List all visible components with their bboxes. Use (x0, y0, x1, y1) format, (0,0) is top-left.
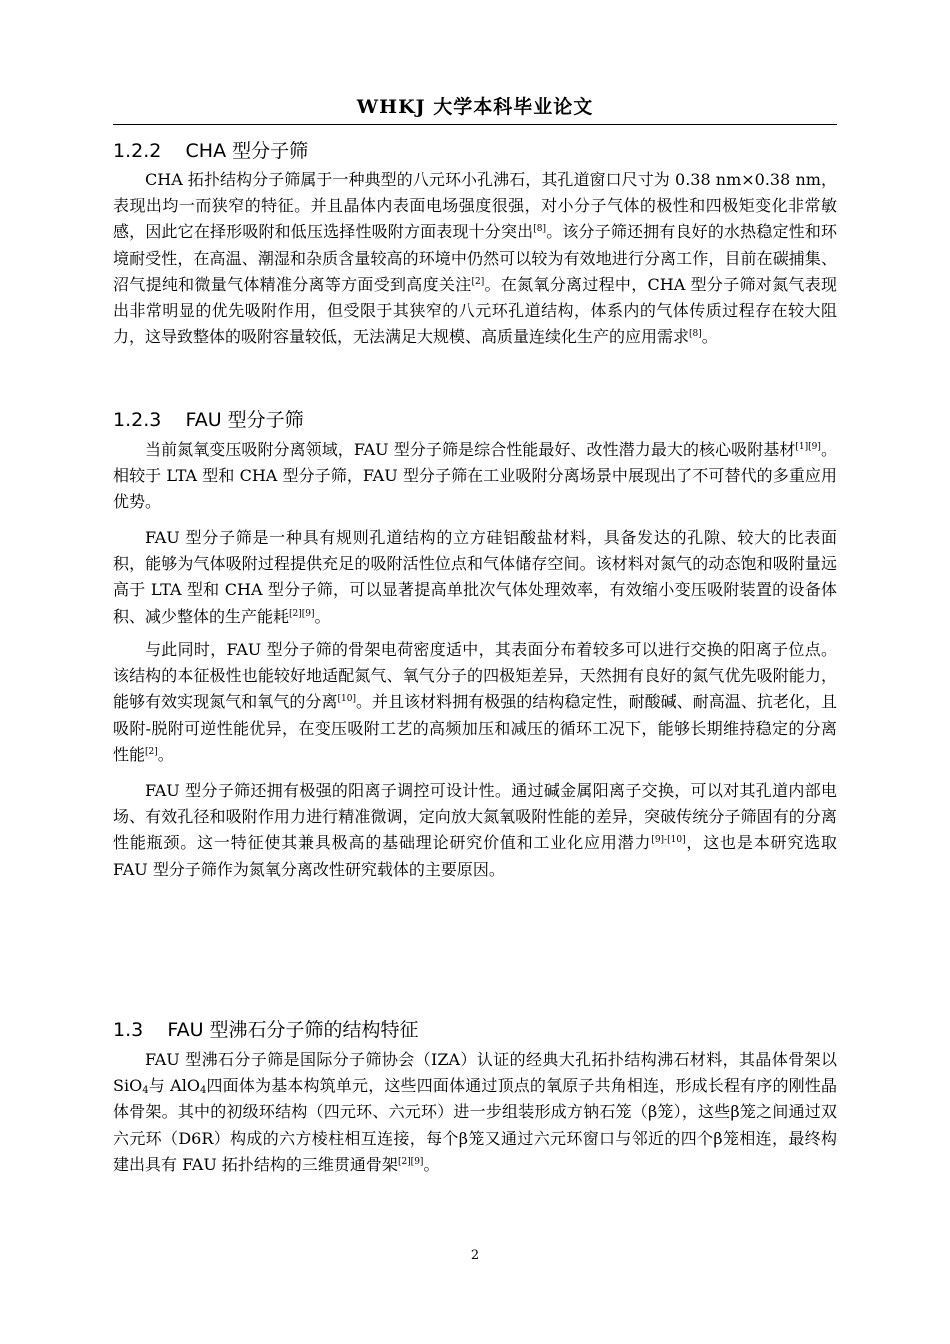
citation: [2][9] (397, 1156, 424, 1167)
citation: [2] (471, 276, 485, 287)
section-number: 1.3 (113, 1019, 144, 1041)
citation: [9]-[10] (651, 835, 686, 846)
citation: [8] (689, 329, 702, 340)
paragraph-text: 。 (314, 606, 331, 626)
paragraph-fau-framework (113, 1047, 837, 1178)
paragraph-fau-structure (113, 525, 837, 630)
paragraph-text: 与此同时，FAU 型分子筛的骨架电荷密度适中，其表面分布着较多可以进行交换的阳离子位点。该结构的本征极性也能较好地适配氮气、氧气分子的四极矩差异，天然拥有良好的氮气优先吸附能力，能够有效实现氮气和氧气的分离 (113, 640, 837, 712)
section-heading-1-2-3 (113, 405, 304, 432)
page-number: 2 (470, 1248, 480, 1263)
paragraph-text: FAU 型分子筛是一种具有规则孔道结构的立方硅铝酸盐材料，具备发达的孔隙、较大的比表面积，能够为气体吸附过程提供充足的吸附活性位点和气体储存空间。该材料对氮气的动态饱和吸附量远高于 LTA 型和 CHA 型分子筛，可以显著提高单批次气体处理效率，有效缩小变压吸附装置的设备体积、减少整体的生产能耗 (113, 528, 837, 626)
citation: [2] (145, 746, 158, 757)
paragraph-text: FAU 型分子筛还拥有极强的阳离子调控可设计性。通过碱金属阳离子交换，可以对其孔道内部电场、有效孔径和吸附作用力进行精准微调，定向放大氮氧吸附性能的差异，突破传统分子筛固有的分离性能瓶颈。这一特征使其兼具极高的基础理论研究价值和工业化应用潜力 (113, 781, 837, 853)
section-heading-1-2-2 (113, 136, 308, 163)
citation: [1][9] (795, 442, 821, 452)
paragraph-text: 四面体为基本构筑单元，这些四面体通过顶点的氧原子共角相连，形成长程有序的刚性晶体骨架。其中的初级环结构（四元环、六元环）进一步组装形成方钠石笼（β笼），这些β笼之间通过双六元环（D6R）构成的六方棱柱相互连接，每个β笼又通过六元环窗口与邻近的四个β笼相连，最终构建出具有 FAU 拓扑结构的三维贯通骨架 (113, 1076, 837, 1174)
citation: [2][9] (289, 608, 315, 619)
page-header: WHKJ 大学本科毕业论文 (356, 96, 594, 118)
paragraph-fau-intro (113, 437, 837, 516)
citation: [10] (337, 694, 356, 705)
paragraph-text: 当前氮氧变压吸附分离领域，FAU 型分子筛是综合性能最好、改性潜力最大的核心吸附基材 (145, 440, 796, 459)
section-title: FAU 型沸石分子筛的结构特征 (167, 1019, 419, 1041)
paragraph-text: 。该分子筛还拥有良好的水热稳定性和环境耐受性，在高温、潮湿和杂质含量较高的环境中仍然可以较为有效地进行分离工作，目前在碳捕集、沼气提纯和微量气体精准分离等方面受到高度关注 (113, 222, 837, 294)
section-number: 1.2.3 (113, 409, 162, 431)
paragraph-text: 。在氮氧分离过程中，CHA 型分子筛对氮气表现出非常明显的优先吸附作用，但受限于其狭窄的八元环孔道结构，体系内的气体传质过程存在较大阻力，这导致整体的吸附容量较低，无法满足大规模、高质量连续化生产的应用需求 (113, 274, 837, 347)
paragraph-text: CHA 拓扑结构分子筛属于一种典型的八元环小孔沸石，其孔道窗口尺寸为 0.38 nm×0.38 nm，表现出均一而狭窄的特征。并且晶体内表面电场强度很强，对小分子气体的极性和四极矩变化非常敏感，因此它在择形吸附和低压选择性吸附方面表现十分突出 (113, 170, 837, 242)
paragraph-fau-charge (113, 637, 837, 768)
subscript: 4 (142, 1085, 149, 1097)
header-rule (113, 124, 837, 125)
section-title: CHA 型分子筛 (185, 140, 309, 162)
citation: [8] (533, 224, 547, 235)
section-number: 1.2.2 (113, 140, 162, 162)
subscript: 4 (199, 1085, 207, 1097)
section-title: FAU 型分子筛 (185, 409, 304, 431)
section-heading-1-3 (113, 1015, 419, 1042)
paragraph-text: ，这也是本研究选取 FAU 型分子筛作为氮氧分离改性研究载体的主要原因。 (113, 833, 837, 879)
paragraph-text: FAU 型沸石分子筛是国际分子筛协会（IZA）认证的经典大孔拓扑结构沸石材料，其晶体骨架以 SiO (113, 1050, 837, 1096)
paragraph-fau-cation (113, 778, 837, 883)
paragraph-text: 与 AlO (148, 1076, 200, 1096)
paragraph-text: 。 (423, 1154, 440, 1174)
paragraph-text: 。相较于 LTA 型和 CHA 型分子筛，FAU 型分子筛在工业吸附分离场景中展现出了不可替代的多重应用优势。 (113, 440, 837, 512)
paragraph-text: 。 (701, 327, 718, 347)
paragraph-text: 。 (157, 744, 174, 764)
paragraph-text: 。并且该材料拥有极强的结构稳定性，耐酸碱、耐高温、抗老化，且吸附-脱附可逆性能优异，在变压吸附工艺的高频加压和减压的循环工况下，能够长期维持稳定的分离性能 (113, 692, 837, 764)
paragraph-cha (113, 167, 837, 350)
